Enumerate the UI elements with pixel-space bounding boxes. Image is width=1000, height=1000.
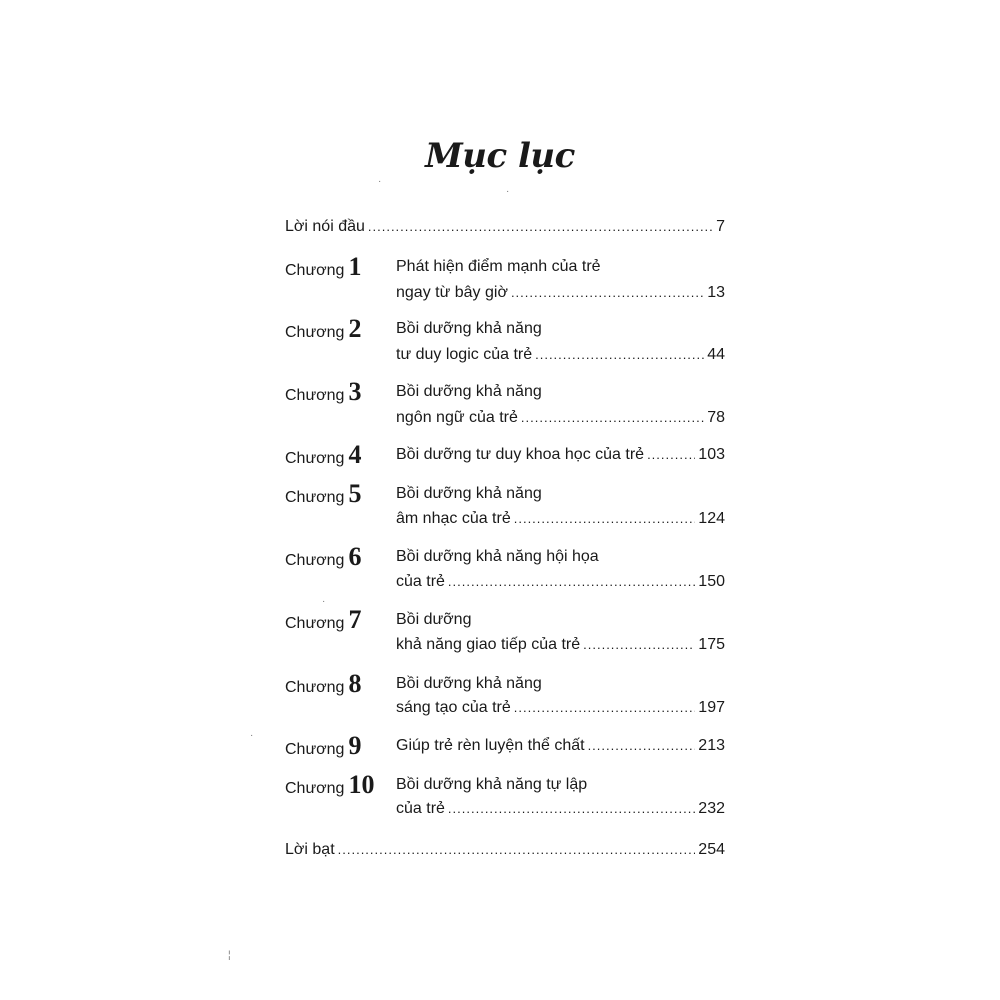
chapter-word: Chương — [285, 780, 345, 797]
toc-entry-label: ngôn ngữ của trẻ — [396, 409, 518, 426]
toc-page-number: 124 — [698, 510, 725, 527]
chapter-number: 6 — [348, 542, 362, 571]
dot-leader — [448, 571, 695, 593]
chapter-label — [285, 542, 361, 572]
toc-entry-chapter-4[interactable] — [396, 444, 725, 466]
toc-entry-title[interactable]: Bồi dưỡng khả năng — [396, 675, 542, 692]
dot-leader — [583, 634, 695, 656]
toc-entry-label: ngay từ bây giờ — [396, 284, 508, 301]
chapter-number: 2 — [348, 314, 362, 343]
toc-entry-label: khả năng giao tiếp của trẻ — [396, 636, 581, 653]
toc-entry-title[interactable]: Phát hiện điểm mạnh của trẻ — [396, 258, 601, 275]
toc-entry-chapter-1[interactable] — [396, 282, 725, 304]
chapter-word: Chương — [285, 615, 345, 632]
chapter-label — [285, 605, 361, 635]
toc-entry-title[interactable]: Bồi dưỡng khả năng — [396, 320, 542, 337]
toc-page-number: 175 — [698, 636, 725, 653]
chapter-number: 3 — [348, 377, 362, 406]
toc-page-number: 13 — [707, 284, 725, 301]
chapter-number: 7 — [348, 605, 362, 634]
toc-entry-chapter-6[interactable] — [396, 571, 725, 593]
toc-page-number: 254 — [698, 841, 725, 858]
toc-page-number: 44 — [707, 346, 725, 363]
toc-entry-title[interactable]: Bồi dưỡng khả năng tự lập — [396, 776, 588, 793]
toc-entry-label: Lời bạt — [285, 841, 335, 858]
dot-leader — [511, 282, 704, 304]
scan-speck: ¦ — [228, 950, 231, 961]
toc-entry-afterword[interactable] — [285, 839, 725, 861]
chapter-label — [285, 731, 361, 761]
toc-entry-label: Bồi dưỡng tư duy khoa học của trẻ — [396, 446, 645, 463]
dot-leader — [514, 508, 696, 530]
toc-page-number: 213 — [698, 737, 725, 754]
toc-entry-label: của trẻ — [396, 573, 445, 590]
chapter-word: Chương — [285, 552, 345, 569]
toc-entry-title[interactable]: Bồi dưỡng khả năng — [396, 485, 542, 502]
toc-page-number: 7 — [716, 218, 725, 235]
chapter-word: Chương — [285, 450, 345, 467]
toc-page-number: 197 — [698, 699, 725, 716]
toc-entry-chapter-3[interactable] — [396, 407, 725, 429]
toc-entry-title[interactable]: Bồi dưỡng — [396, 611, 472, 628]
toc-entry-chapter-8[interactable] — [396, 697, 725, 719]
chapter-number: 5 — [348, 479, 362, 508]
toc-entry-chapter-9[interactable] — [396, 735, 725, 757]
dot-leader — [588, 735, 696, 757]
toc-entry-label: sáng tạo của trẻ — [396, 699, 511, 716]
toc-entry-label: Lời nói đầu — [285, 218, 365, 235]
chapter-number: 1 — [348, 252, 362, 281]
toc-entry-label: của trẻ — [396, 800, 445, 817]
chapter-number: 9 — [348, 731, 362, 760]
chapter-word: Chương — [285, 489, 345, 506]
dot-leader — [647, 444, 695, 466]
chapter-label — [285, 669, 361, 699]
toc-entry-title[interactable]: Bồi dưỡng khả năng hội họa — [396, 548, 599, 565]
chapter-word: Chương — [285, 387, 345, 404]
toc-entry-chapter-5[interactable] — [396, 508, 725, 530]
dot-leader — [521, 407, 704, 429]
chapter-label — [285, 770, 374, 800]
chapter-label — [285, 314, 361, 344]
toc-entry-label: Giúp trẻ rèn luyện thể chất — [396, 737, 585, 754]
chapter-number: 10 — [348, 770, 375, 799]
dot-leader — [338, 839, 696, 861]
page-title: Mục lục — [425, 136, 575, 176]
chapter-label — [285, 440, 361, 470]
chapter-word: Chương — [285, 741, 345, 758]
dot-leader — [448, 798, 695, 820]
chapter-word: Chương — [285, 679, 345, 696]
chapter-label — [285, 252, 361, 282]
toc-entry-chapter-2[interactable] — [396, 344, 725, 366]
toc-entry-chapter-7[interactable] — [396, 634, 725, 656]
chapter-label — [285, 377, 361, 407]
scan-speck: · — [322, 596, 326, 607]
toc-entry-label: âm nhạc của trẻ — [396, 510, 511, 527]
toc-entry-chapter-10[interactable] — [396, 798, 725, 820]
scan-speck: · — [506, 186, 510, 197]
toc-entry-label: tư duy logic của trẻ — [396, 346, 533, 363]
toc-page-number: 78 — [707, 409, 725, 426]
dot-leader — [368, 216, 713, 238]
toc-entry-title[interactable]: Bồi dưỡng khả năng — [396, 383, 542, 400]
toc-page-number: 232 — [698, 800, 725, 817]
toc-entry-foreword[interactable] — [285, 216, 725, 238]
chapter-number: 4 — [348, 440, 362, 469]
toc-page-number: 103 — [698, 446, 725, 463]
chapter-number: 8 — [348, 669, 362, 698]
scan-speck: · — [378, 176, 382, 187]
toc-page-number: 150 — [698, 573, 725, 590]
dot-leader — [535, 344, 704, 366]
dot-leader — [514, 697, 696, 719]
scan-speck: · — [250, 730, 254, 741]
chapter-label — [285, 479, 361, 509]
chapter-word: Chương — [285, 324, 345, 341]
chapter-word: Chương — [285, 262, 345, 279]
